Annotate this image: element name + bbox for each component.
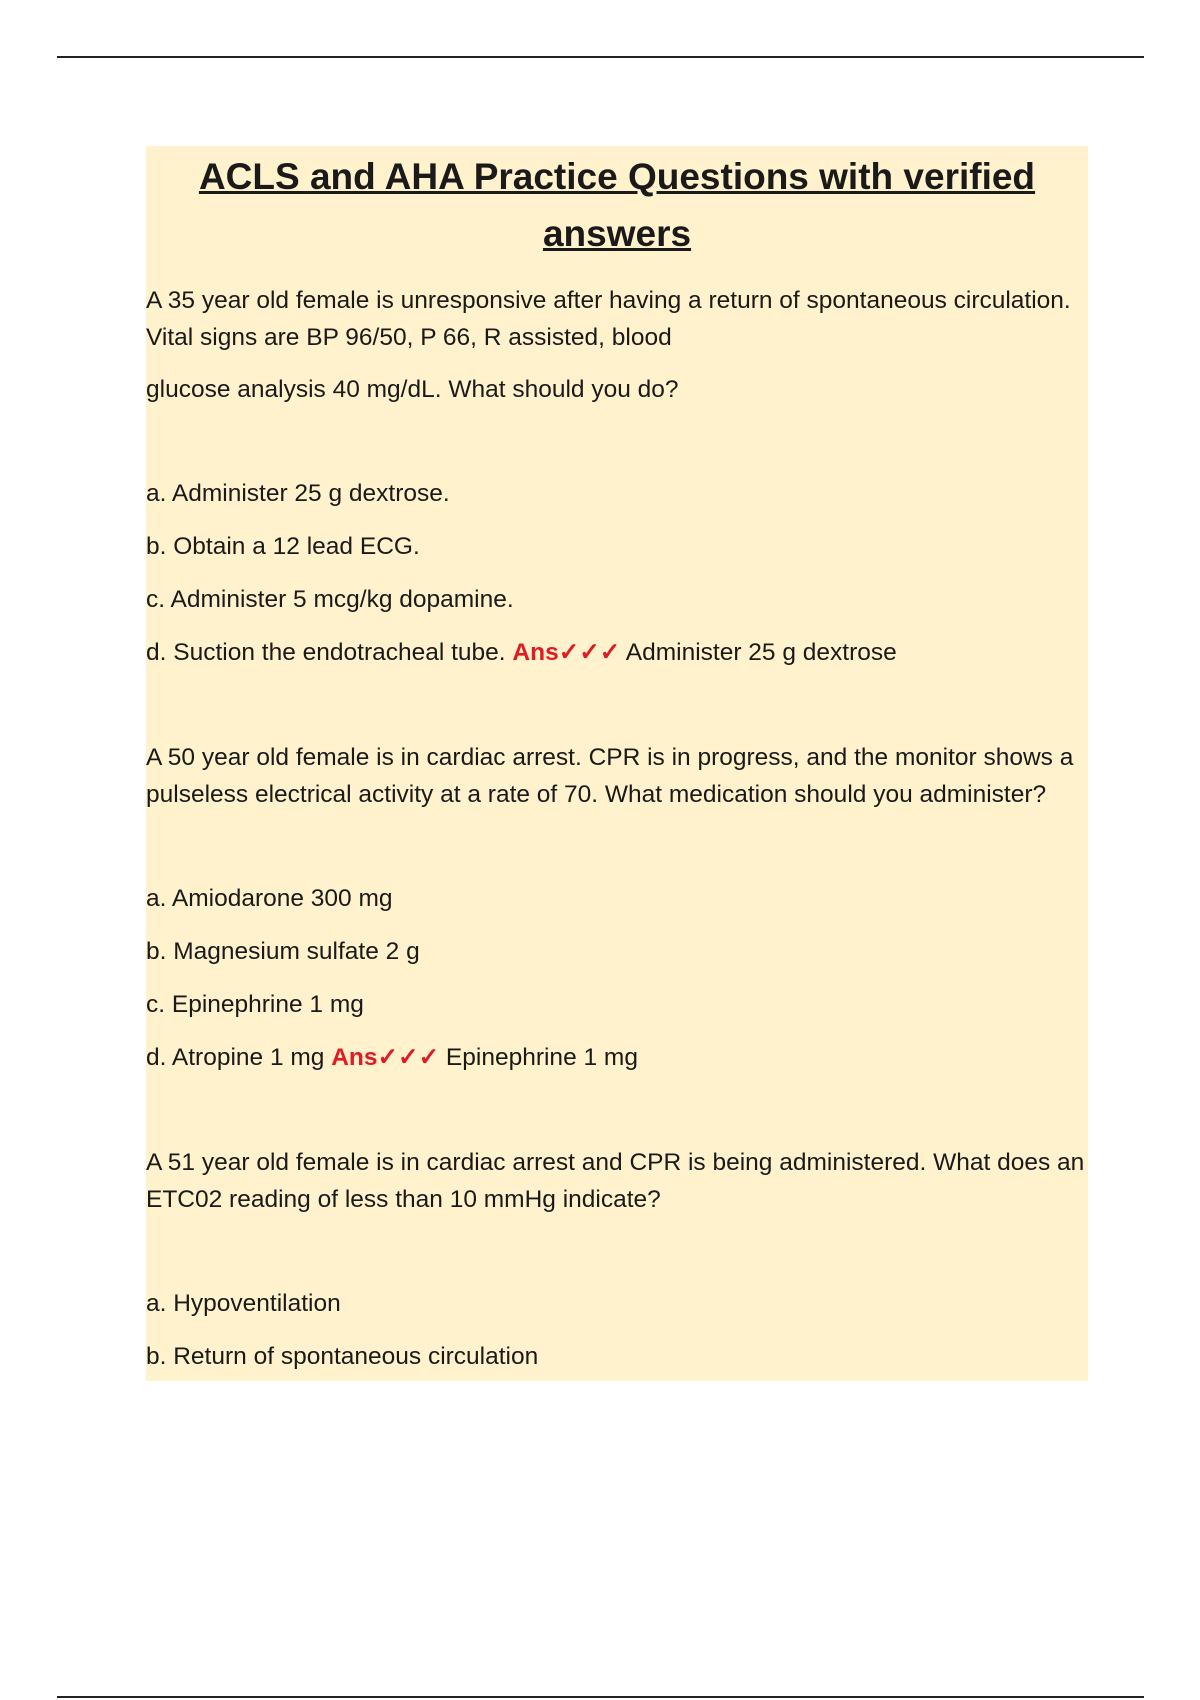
question-2-option-c: c. Epinephrine 1 mg <box>146 991 364 1018</box>
question-1-option-b: b. Obtain a 12 lead ECG. <box>146 533 420 560</box>
question-2-option-a: a. Amiodarone 300 mg <box>146 885 393 912</box>
question-1-option-d: d. Suction the endotracheal tube. <box>146 639 506 666</box>
question-1-option-c: c. Administer 5 mcg/kg dopamine. <box>146 586 514 613</box>
question-1-option-a: a. Administer 25 g dextrose. <box>146 480 450 507</box>
question-2-answer: Epinephrine 1 mg <box>445 1044 638 1071</box>
question-3-option-b: b. Return of spontaneous circulation <box>146 1343 539 1370</box>
question-1-answer-label: Ans✓✓✓ <box>512 639 621 666</box>
question-1-answer: Administer 25 g dextrose <box>625 639 897 666</box>
question-1-option-d-line <box>146 634 1088 671</box>
question-2-answer-label: Ans✓✓✓ <box>331 1044 440 1071</box>
question-2-option-d-line <box>146 1039 1088 1076</box>
question-2-stem: A 50 year old female is in cardiac arrest. CPR is in progress, and the monitor shows a pulseless electrical activity at a rate of 70. What medication should you administer? <box>146 744 1074 808</box>
question-1-stem: A 35 year old female is unresponsive after having a return of spontaneous circulation. Vital signs are BP 96/50, P 66, R assisted, blood <box>146 287 1071 351</box>
footer-rule <box>57 1696 1144 1698</box>
question-3-option-a: a. Hypoventilation <box>146 1290 341 1317</box>
question-3-stem: A 51 year old female is in cardiac arrest and CPR is being administered. What does an ETC02 reading of less than 10 mmHg indicate? <box>146 1149 1085 1213</box>
question-2-option-d: d. Atropine 1 mg <box>146 1044 325 1071</box>
question-1-stem-continued: glucose analysis 40 mg/dL. What should you do? <box>146 376 679 403</box>
document-body <box>146 146 1088 1381</box>
header-rule <box>57 56 1144 58</box>
question-2-option-b: b. Magnesium sulfate 2 g <box>146 938 420 965</box>
page-title: ACLS and AHA Practice Questions with verified answers <box>198 156 1036 254</box>
